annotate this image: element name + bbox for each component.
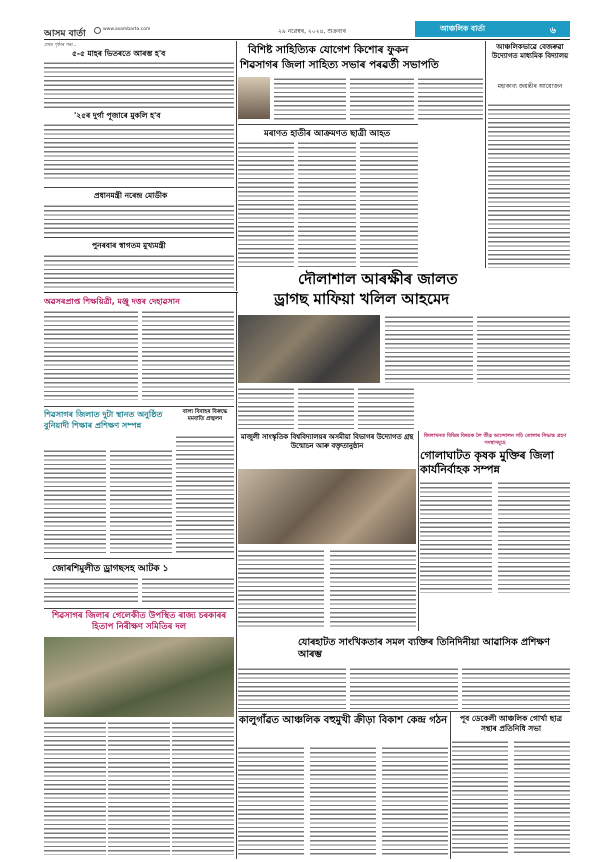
section-banner	[415, 21, 570, 37]
headline: মাজুলী সাংস্কৃতিক বিশ্ববিদ্যালয়ৰ অসমীয়া বিভাগৰ উদ্যোগত গ্ৰন্থ উন্মোচন আৰু বক্তৃতানুষ্ঠান	[240, 433, 414, 450]
body-text	[385, 315, 473, 383]
headline: পূব ডেকেলী আঞ্চলিক গোৰ্খা ছাত্ৰ সন্থাৰ প্ৰতিনিধি সভা	[459, 714, 562, 733]
article-a10	[238, 431, 416, 631]
body-text	[176, 435, 234, 555]
news-photo	[238, 315, 380, 383]
body-text	[274, 77, 346, 121]
headline: অৱসৰপ্ৰাপ্ত শিক্ষয়িত্ৰী, মঞ্জু দত্তৰ দেহাৱসান	[44, 297, 180, 306]
globe-icon	[94, 27, 101, 34]
body-text	[238, 746, 304, 856]
masthead	[0, 0, 610, 40]
body-text	[44, 721, 106, 855]
article-a3	[44, 238, 234, 290]
headline: পুনৰবাৰ স্বাগতম মুখ্যমন্ত্ৰী	[92, 241, 166, 250]
article-a16	[452, 712, 570, 859]
body-text	[44, 310, 138, 400]
body-text	[44, 449, 106, 555]
article-a8	[44, 407, 172, 557]
headline: শিৱসাগৰ জিলাৰ গেলেকীত উপস্থিত ৰাজ্য চৰকাৰৰ হিতাপ নিৰীক্ষণ সমিতিৰ দল	[51, 611, 227, 632]
subheadline: '২৫ৰ দুৰ্গা পূজাৰে মুকলি হ'ব	[74, 111, 161, 120]
body-text	[420, 481, 492, 593]
body-text	[350, 77, 414, 121]
body-text	[108, 721, 170, 855]
article-a15	[238, 712, 448, 859]
event-photo	[44, 637, 234, 717]
body-text	[488, 103, 570, 288]
body-text	[44, 61, 234, 108]
headline: বাল্য বিবাহৰ বিৰুদ্ধে মমবাতি প্ৰজ্বলন	[182, 409, 228, 422]
body-text	[418, 77, 483, 121]
article-a2	[44, 188, 234, 236]
body-text	[142, 577, 234, 605]
body-text	[238, 387, 294, 429]
body-text	[110, 449, 172, 555]
body-text	[452, 740, 508, 856]
event-photo	[238, 469, 416, 544]
body-text	[298, 387, 354, 429]
headline: শিৱসাগৰ জিলাত দুটা স্থানত অনুষ্ঠিত বুনিয়াদী শিক্ষাৰ প্ৰশিক্ষণ সম্পন্ন	[44, 410, 163, 430]
body-text	[462, 667, 570, 709]
article-a14	[238, 635, 570, 710]
body-text	[238, 549, 324, 629]
body-text	[514, 740, 570, 856]
article-a9	[176, 407, 234, 557]
body-text	[238, 141, 294, 287]
body-text	[360, 141, 418, 287]
article-a5	[238, 125, 418, 290]
body-text	[358, 387, 414, 429]
body-text	[350, 667, 458, 709]
kicker: জিলাখনত বিভিন্ন বিষয়ক লৈ তীব্ৰ আন্দোলন গঢ়ি তোলাৰ সিদ্ধান্ত গ্ৰহণ সংস্থাসমূহে	[423, 433, 567, 446]
article-a11	[420, 431, 570, 596]
kicker: প্ৰথম পৃষ্ঠাৰ পৰা...	[44, 43, 77, 48]
headline: গোলাঘাটত কৃষক মুক্তিৰ জিলা কাৰ্যনিৰ্বাহক সম্পন্ন	[420, 449, 554, 476]
author-photo	[238, 77, 270, 119]
article-a13	[44, 609, 234, 859]
body-text	[44, 204, 234, 234]
headline-line2: শিৱসাগৰ জিলা সাহিত্য সভাৰ পৰৱৰ্তী সভাপতি	[240, 59, 439, 71]
body-text	[477, 315, 570, 383]
headline: আঞ্চলিকভাৱে বেজৰুৱা উদ্যোগত মাধ্যমিক বিদ্যালয়	[491, 43, 569, 60]
headline: ৫-৫ মাহৰ ভিতৰতে আৰম্ভ হ'ব	[72, 49, 166, 58]
headline: বিশিষ্ট সাহিত্যিক যোগেশ কিশোৰ ফুকন	[248, 44, 409, 56]
website-url[interactable]: www.asambarta.com	[103, 27, 151, 32]
body-text	[44, 577, 138, 605]
banner-line1: দৌলাশাল আৰক্ষীৰ জালত	[298, 270, 458, 288]
body-text	[44, 254, 234, 288]
body-text	[310, 746, 376, 856]
banner-line2: ড্ৰাগছ মাফিয়া খলিল আহমেদ	[274, 290, 450, 308]
body-text	[238, 667, 346, 709]
body-text	[498, 481, 570, 593]
body-text	[382, 746, 448, 856]
body-text	[44, 123, 234, 181]
headline: জোৰশিমুলীত ড্ৰাগছসহ আটক ১	[52, 564, 169, 574]
body-text	[298, 141, 356, 287]
body-text	[142, 310, 234, 400]
headline: কালুগাঁৱত আঞ্চলিক বহুমুখী ক্ৰীড়া বিকাশ কেন্দ্ৰ গঠন	[238, 715, 448, 726]
banner-headline	[238, 268, 570, 310]
headline: যোৰহাটত সাংখিকতাৰ সমল ব্যক্তিৰ তিনিদিনীয়া আৱাসিক প্ৰশিক্ষণ আৰম্ভ	[298, 637, 550, 660]
article-a7	[44, 294, 234, 404]
body-text	[172, 721, 234, 855]
article-a4	[238, 41, 483, 123]
article-a12	[44, 559, 234, 607]
page-number: ৬	[550, 26, 556, 36]
headline: মৰাণত হাতীৰ আক্ৰমণত ছাত্ৰী আহত	[264, 129, 391, 139]
article-a6	[488, 41, 570, 290]
body-text	[330, 549, 416, 629]
headline: প্ৰধানমন্ত্ৰী নৰেন্দ্ৰ মোডীক	[94, 191, 168, 200]
newspaper-logo: আসম বাৰ্তা	[44, 29, 86, 39]
subheadline: মহাকাব্য জয়ন্তীৰ আয়োজন	[497, 83, 563, 90]
section-name: আঞ্চলিক বাৰ্তা	[440, 24, 486, 33]
issue-date: ২৯ নৱেম্বৰ, ২০২৪, শুক্ৰবাৰ	[278, 28, 346, 35]
article-a1	[44, 41, 234, 186]
